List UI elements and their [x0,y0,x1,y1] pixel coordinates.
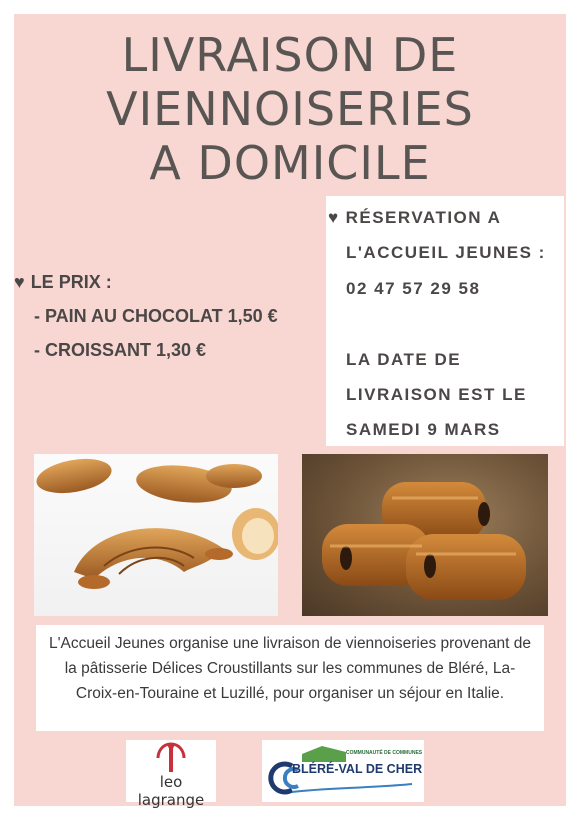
description-text: L'Accueil Jeunes organise une livraison de viennoiseries provenant de la pâtisserie Délices Croustillants sur les communes de Bléré, La-Croix-en-Touraine et Luzillé, pour organiser un séjour en Italie. [48,635,532,702]
title-line-1: LIVRAISON DE [121,28,459,82]
price-item-pain-au-chocolat: - PAIN AU CHOCOLAT 1,50 € [34,306,278,326]
croissant-photo [34,454,278,616]
delivery-date-line-2: LIVRAISON EST LE [346,385,527,404]
delivery-date-line-1: LA DATE DE [346,350,462,369]
reservation-line-1: RÉSERVATION A [345,208,502,227]
leo-lagrange-logo-icon [126,740,216,774]
bleré-val-de-cher-logo [262,740,424,802]
reservation-heading [328,208,501,228]
price-item-croissant: - CROISSANT 1,30 € [34,340,207,360]
reservation-line-2: L'ACCUEIL JEUNES : [346,243,546,262]
title-line-3: A DOMICILE [149,136,431,190]
leo-lagrange-logo [126,740,216,809]
delivery-date-line-3: SAMEDI 9 MARS [346,420,501,439]
description-box [36,625,544,731]
price-heading-label: LE PRIX : [30,272,112,292]
leo-lagrange-label: leo lagrange [137,773,205,809]
communaute-label: COMMUNAUTÉ DE COMMUNES [346,750,423,756]
price-heading [14,272,112,293]
reservation-box [326,196,564,446]
title-line-2: VIENNOISERIES [106,82,474,136]
poster [14,14,566,809]
page-title [14,28,566,190]
reservation-phone: 02 47 57 29 58 [346,279,481,298]
heart-icon: ♥ [328,208,340,227]
bleré-val-de-cher-label: BLÉRÉ-VAL DE CHER [292,762,423,776]
pain-au-chocolat-photo [302,454,548,616]
heart-icon: ♥ [14,272,25,292]
